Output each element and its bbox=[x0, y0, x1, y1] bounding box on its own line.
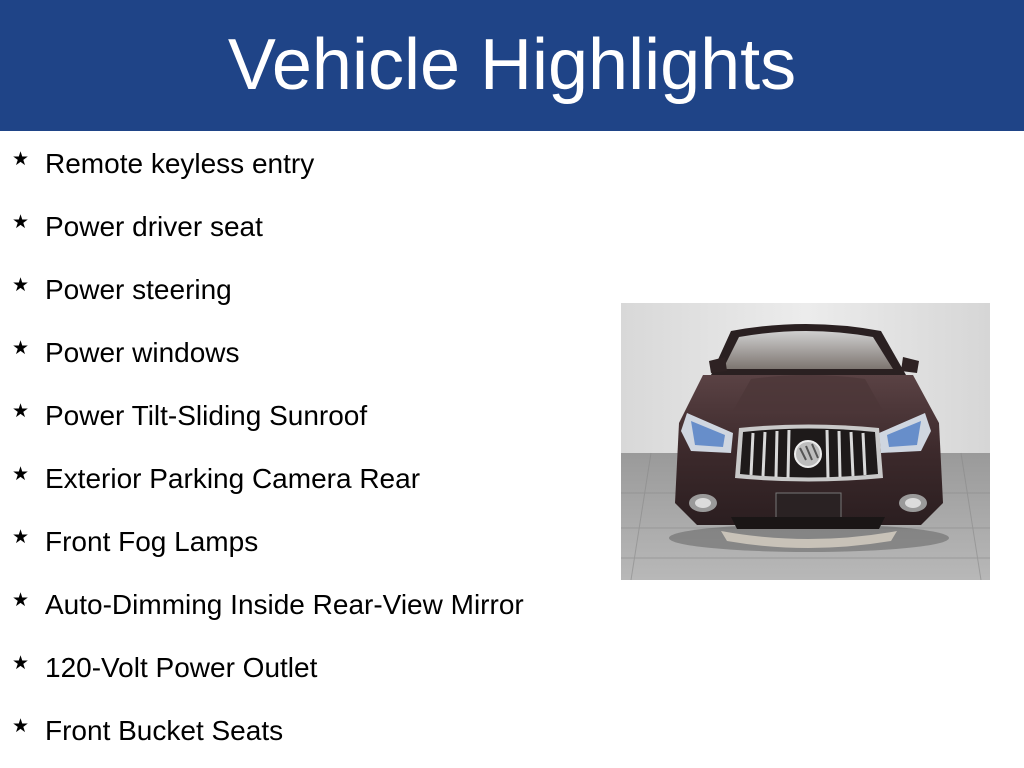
star-icon: ★ bbox=[12, 589, 30, 611]
star-icon: ★ bbox=[12, 526, 30, 548]
feature-label: Power driver seat bbox=[45, 211, 263, 242]
star-icon: ★ bbox=[12, 148, 30, 170]
feature-label: Power windows bbox=[45, 337, 240, 368]
feature-label: Front Bucket Seats bbox=[45, 715, 284, 746]
feature-item bbox=[0, 528, 600, 568]
feature-item bbox=[0, 591, 600, 631]
feature-item bbox=[0, 717, 600, 757]
suv-front-image bbox=[621, 303, 990, 580]
star-icon: ★ bbox=[12, 652, 30, 674]
star-icon: ★ bbox=[12, 715, 30, 737]
feature-label: Power Tilt-Sliding Sunroof bbox=[45, 400, 368, 431]
feature-item bbox=[0, 276, 600, 316]
star-icon: ★ bbox=[12, 211, 30, 233]
vehicle-photo bbox=[621, 303, 990, 580]
star-icon: ★ bbox=[12, 274, 30, 296]
feature-item bbox=[0, 213, 600, 253]
feature-item bbox=[0, 465, 600, 505]
feature-label: Front Fog Lamps bbox=[45, 526, 259, 557]
star-icon: ★ bbox=[12, 337, 30, 359]
feature-label: Auto-Dimming Inside Rear-View Mirror bbox=[45, 589, 524, 620]
feature-item bbox=[0, 654, 600, 694]
feature-item bbox=[0, 402, 600, 442]
star-icon: ★ bbox=[12, 463, 30, 485]
feature-item bbox=[0, 150, 600, 190]
feature-label: Exterior Parking Camera Rear bbox=[45, 463, 421, 494]
feature-label: 120-Volt Power Outlet bbox=[45, 652, 318, 683]
header-banner bbox=[0, 0, 1024, 131]
feature-label: Remote keyless entry bbox=[45, 148, 315, 179]
feature-label: Power steering bbox=[45, 274, 232, 305]
star-icon: ★ bbox=[12, 400, 30, 422]
page-title: Vehicle Highlights bbox=[227, 24, 797, 105]
feature-item bbox=[0, 339, 600, 379]
